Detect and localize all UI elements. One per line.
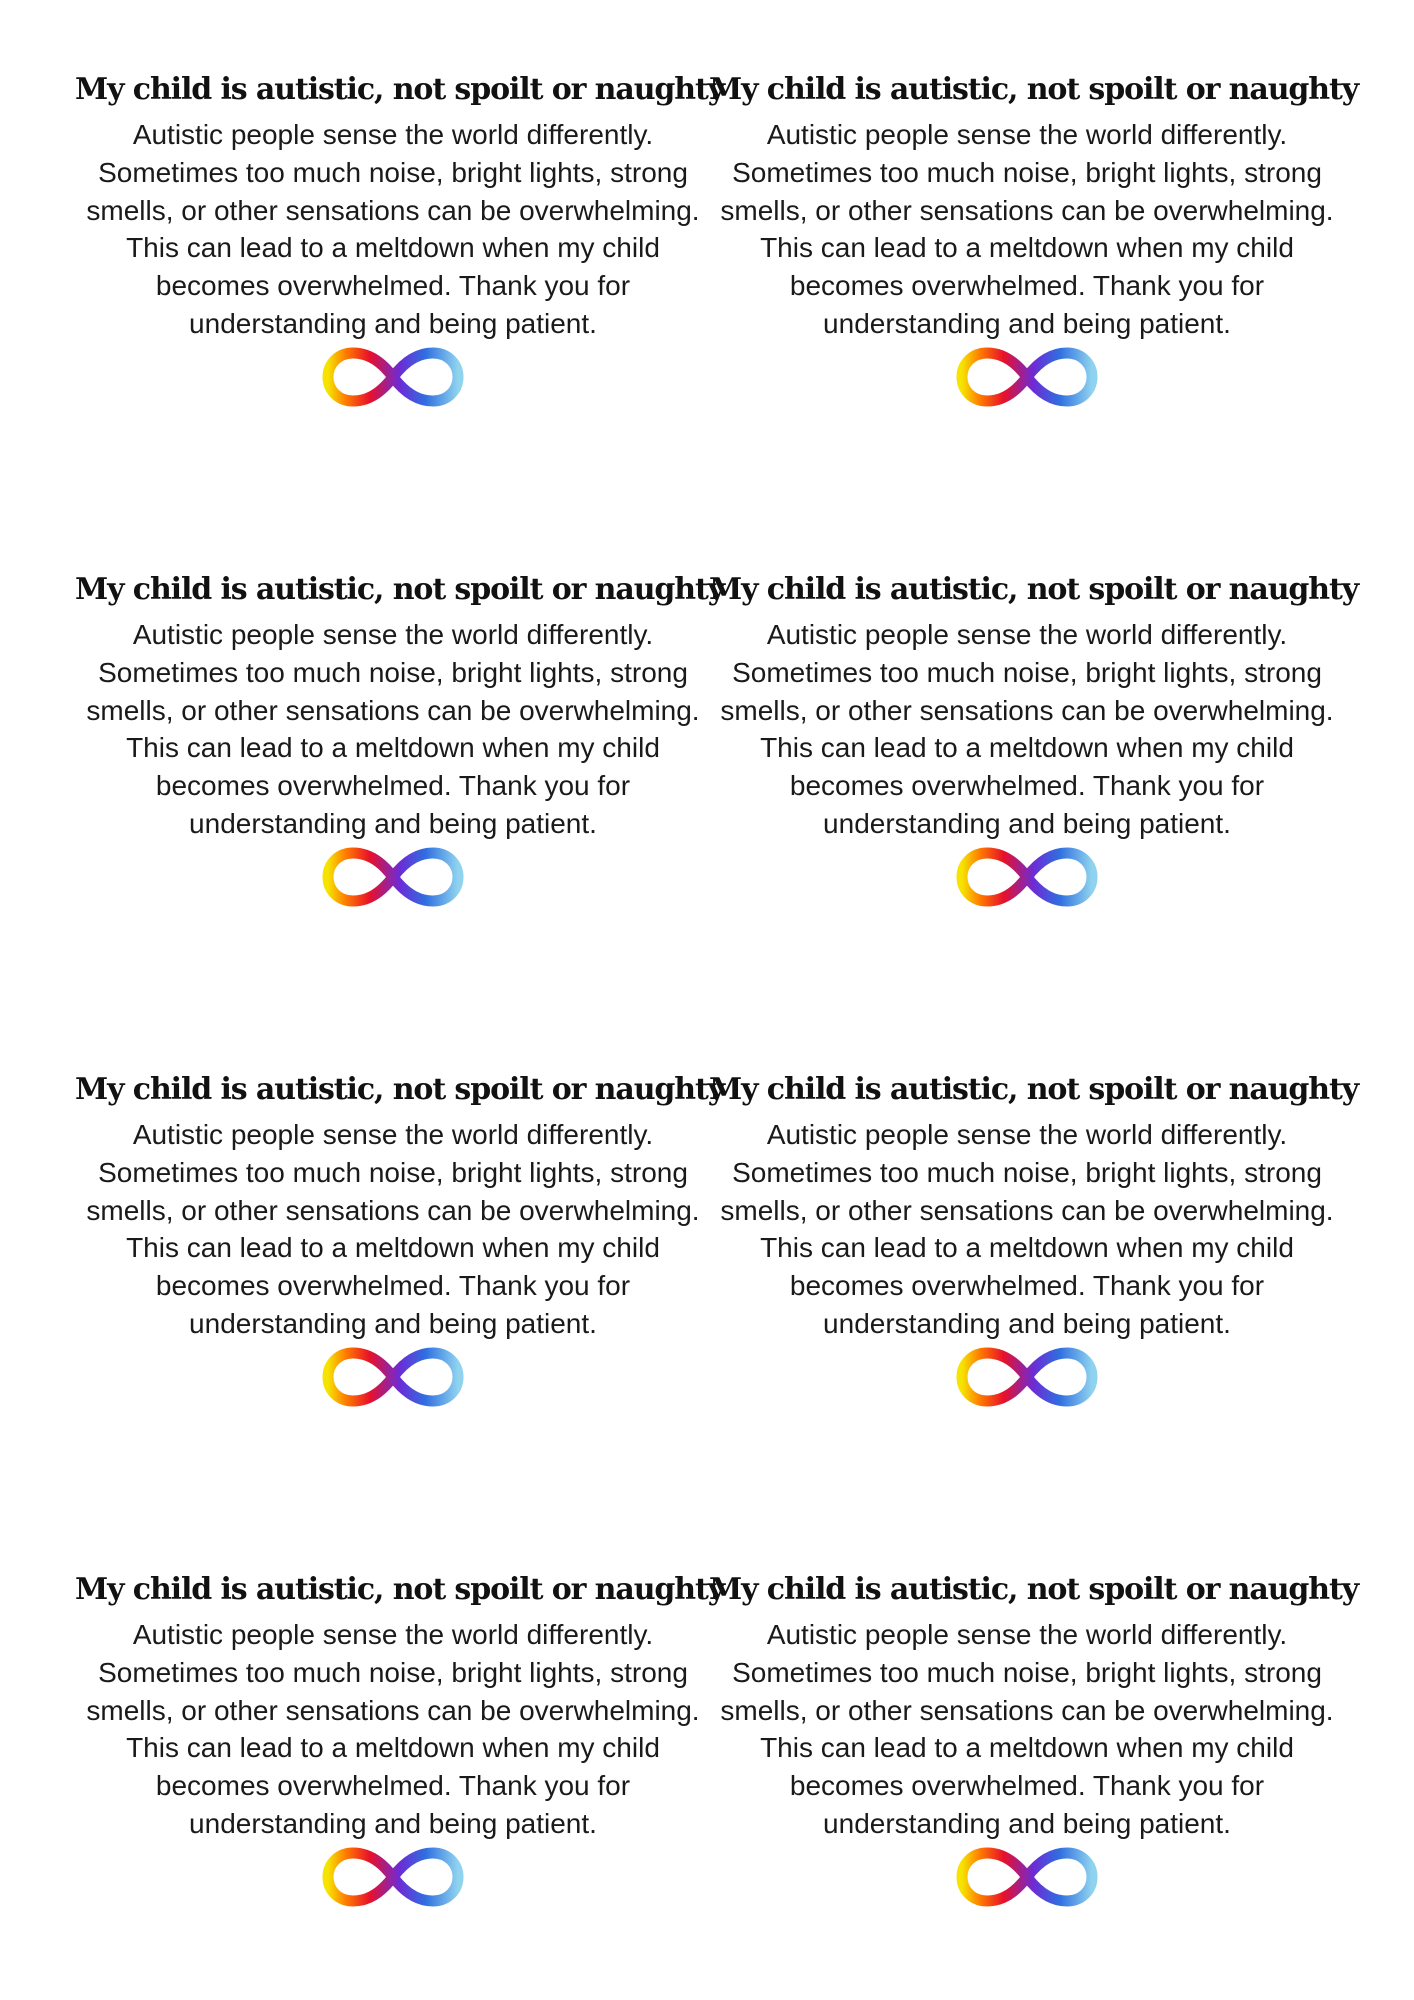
card-message-line: Sometimes too much noise, bright lights, strong [98,656,688,688]
card-message-line: This can lead to a meltdown when my child [126,232,660,264]
card-message-line: becomes overwhelmed. Thank you for [789,1270,1265,1302]
card-message [75,1116,711,1343]
card-title: My child is autistic, not spoilt or naughty [709,72,1359,107]
card-message [709,1116,1345,1343]
card-message-line: Sometimes too much noise, bright lights, strong [98,156,688,188]
card-message-line: smells, or other sensations can be overwhelming. [720,1694,1334,1726]
card-message-line: Autistic people sense the world differently. [132,619,654,650]
card-message-line: Sometimes too much noise, bright lights, strong [98,1656,688,1688]
rainbow-infinity-icon [320,845,466,909]
card-message-line: Sometimes too much noise, bright lights, strong [732,1656,1322,1688]
card-message [709,616,1345,843]
card-message-line: Sometimes too much noise, bright lights, strong [98,1156,688,1188]
card-title: My child is autistic, not spoilt or naughty [75,72,725,107]
autism-awareness-card [709,68,1359,428]
card-message-line: understanding and being patient. [823,307,1231,339]
rainbow-infinity-icon [320,1845,466,1909]
card-message-line: becomes overwhelmed. Thank you for [789,1770,1265,1802]
card-message-line: smells, or other sensations can be overwhelming. [86,694,700,726]
card-message-line: understanding and being patient. [823,1307,1231,1339]
card-message-line: smells, or other sensations can be overwhelming. [720,194,1334,226]
card-message-line: Autistic people sense the world differently. [766,1619,1288,1650]
card-message-line: Autistic people sense the world differently. [766,619,1288,650]
card-message-line: smells, or other sensations can be overwhelming. [86,1194,700,1226]
card-message-line: This can lead to a meltdown when my child [760,1732,1294,1764]
card-message-line: understanding and being patient. [823,807,1231,839]
autism-awareness-card [709,1568,1359,1928]
card-message-line: smells, or other sensations can be overwhelming. [720,1194,1334,1226]
card-message-line: smells, or other sensations can be overwhelming. [720,694,1334,726]
rainbow-infinity-icon [320,1345,466,1409]
card-message-line: Autistic people sense the world differently. [132,119,654,150]
card-message-line: becomes overwhelmed. Thank you for [789,770,1265,802]
card-message-line: This can lead to a meltdown when my child [126,1232,660,1264]
card-message-line: Autistic people sense the world differently. [766,119,1288,150]
rainbow-infinity-icon [320,345,466,409]
rainbow-infinity-icon [954,1345,1100,1409]
card-message-line: Sometimes too much noise, bright lights, strong [732,1156,1322,1188]
card-title: My child is autistic, not spoilt or naughty [75,1572,725,1607]
card-message [75,616,711,843]
card-message-line: understanding and being patient. [189,807,597,839]
card-message-line: This can lead to a meltdown when my child [760,232,1294,264]
card-message [709,1616,1345,1843]
card-message-line: understanding and being patient. [189,1307,597,1339]
autism-awareness-card [75,1568,725,1928]
card-message-line: This can lead to a meltdown when my child [126,1732,660,1764]
card-message-line: becomes overwhelmed. Thank you for [155,770,631,802]
autism-awareness-card [709,568,1359,928]
card-message-line: Autistic people sense the world differently. [132,1619,654,1650]
card-title: My child is autistic, not spoilt or naughty [709,1072,1359,1107]
card-message-line: smells, or other sensations can be overwhelming. [86,194,700,226]
card-message-line: Autistic people sense the world differently. [766,1119,1288,1150]
card-title: My child is autistic, not spoilt or naughty [709,1572,1359,1607]
card-message-line: becomes overwhelmed. Thank you for [155,1270,631,1302]
card-message [75,1616,711,1843]
autism-awareness-card [75,568,725,928]
card-message-line: Sometimes too much noise, bright lights, strong [732,156,1322,188]
card-message-line: Sometimes too much noise, bright lights, strong [732,656,1322,688]
card-title: My child is autistic, not spoilt or naughty [709,572,1359,607]
card-message-line: This can lead to a meltdown when my child [760,1232,1294,1264]
rainbow-infinity-icon [954,1845,1100,1909]
card-title: My child is autistic, not spoilt or naughty [75,1072,725,1107]
rainbow-infinity-icon [954,345,1100,409]
autism-awareness-card [75,68,725,428]
card-message-line: understanding and being patient. [189,307,597,339]
rainbow-infinity-icon [954,845,1100,909]
card-message [75,116,711,343]
card-message-line: This can lead to a meltdown when my child [760,732,1294,764]
card-message-line: becomes overwhelmed. Thank you for [155,270,631,302]
card-message-line: understanding and being patient. [823,1807,1231,1839]
autism-awareness-card [709,1068,1359,1428]
card-message-line: understanding and being patient. [189,1807,597,1839]
card-message-line: smells, or other sensations can be overwhelming. [86,1694,700,1726]
card-message [709,116,1345,343]
card-message-line: becomes overwhelmed. Thank you for [789,270,1265,302]
card-message-line: becomes overwhelmed. Thank you for [155,1770,631,1802]
card-message-line: Autistic people sense the world differently. [132,1119,654,1150]
card-message-line: This can lead to a meltdown when my child [126,732,660,764]
card-title: My child is autistic, not spoilt or naughty [75,572,725,607]
autism-awareness-card [75,1068,725,1428]
